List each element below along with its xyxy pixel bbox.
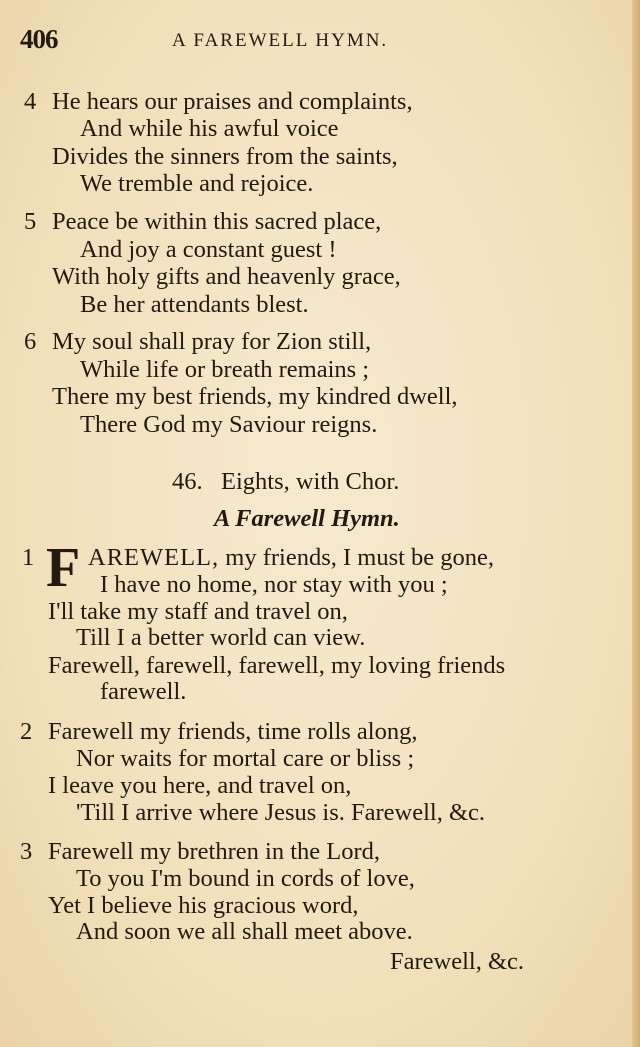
verse-line: Farewell my friends, time rolls along, [48,718,418,745]
verse-line: Farewell, farewell, farewell, my loving friends [48,652,506,679]
page-number: 406 [20,24,58,54]
hymn-title: A Farewell Hymn. [214,505,400,532]
verse-line: There God my Saviour reigns. [80,411,378,438]
verse-line: Divides the sinners from the saints, [52,143,398,170]
verse-line: And joy a constant guest ! [80,236,337,263]
verse-number: 6 [24,328,37,355]
verse-number: 3 [20,838,33,865]
hymn-meter: Eights, with Chor. [221,468,400,495]
verse-line: Be her attendants blest. [80,291,309,318]
verse-line: My soul shall pray for Zion still, [52,328,372,355]
verse-line: farewell. [100,678,187,705]
verse-line: Till I a better world can view. [76,624,366,651]
verse-line: I'll take my staff and travel on, [48,598,348,625]
verse-line [88,544,494,572]
verse-line: Peace be within this sacred place, [52,208,382,235]
verse-line: With holy gifts and heavenly grace, [52,263,401,290]
page-edge [632,0,640,1047]
verse-line: I have no home, nor stay with you ; [100,571,448,598]
verse-line: There my best friends, my kindred dwell, [52,383,458,410]
verse-line: To you I'm bound in cords of love, [76,865,415,892]
verse-line: And while his awful voice [80,115,339,142]
verse-number: 2 [20,718,33,745]
first-line-tail: my friends, I must be gone, [225,544,495,571]
verse-line: He hears our praises and complaints, [52,88,413,115]
verse-line: Nor waits for mortal care or bliss ; [76,745,415,772]
verse-line: Farewell, &c. [390,948,525,975]
verse-line: Farewell my brethren in the Lord, [48,838,381,865]
verse-line: And soon we all shall meet above. [76,918,413,945]
verse-line: I leave you here, and travel on, [48,772,352,799]
verse-number: 5 [24,208,37,235]
verse-number: 1 [22,544,35,571]
verse-line: 'Till I arrive where Jesus is. Farewell, &c. [76,799,486,826]
hymn-heading [172,468,399,496]
drop-cap: F [46,537,81,599]
first-word-caps: AREWELL, [88,544,220,571]
running-title: A FAREWELL HYMN. [172,30,389,51]
verse-number: 4 [24,88,37,115]
verse-line: While life or breath remains ; [80,356,370,383]
verse-line: We tremble and rejoice. [80,170,314,197]
verse-line: Yet I believe his gracious word, [48,892,359,919]
hymn-number: 46. [172,468,203,495]
